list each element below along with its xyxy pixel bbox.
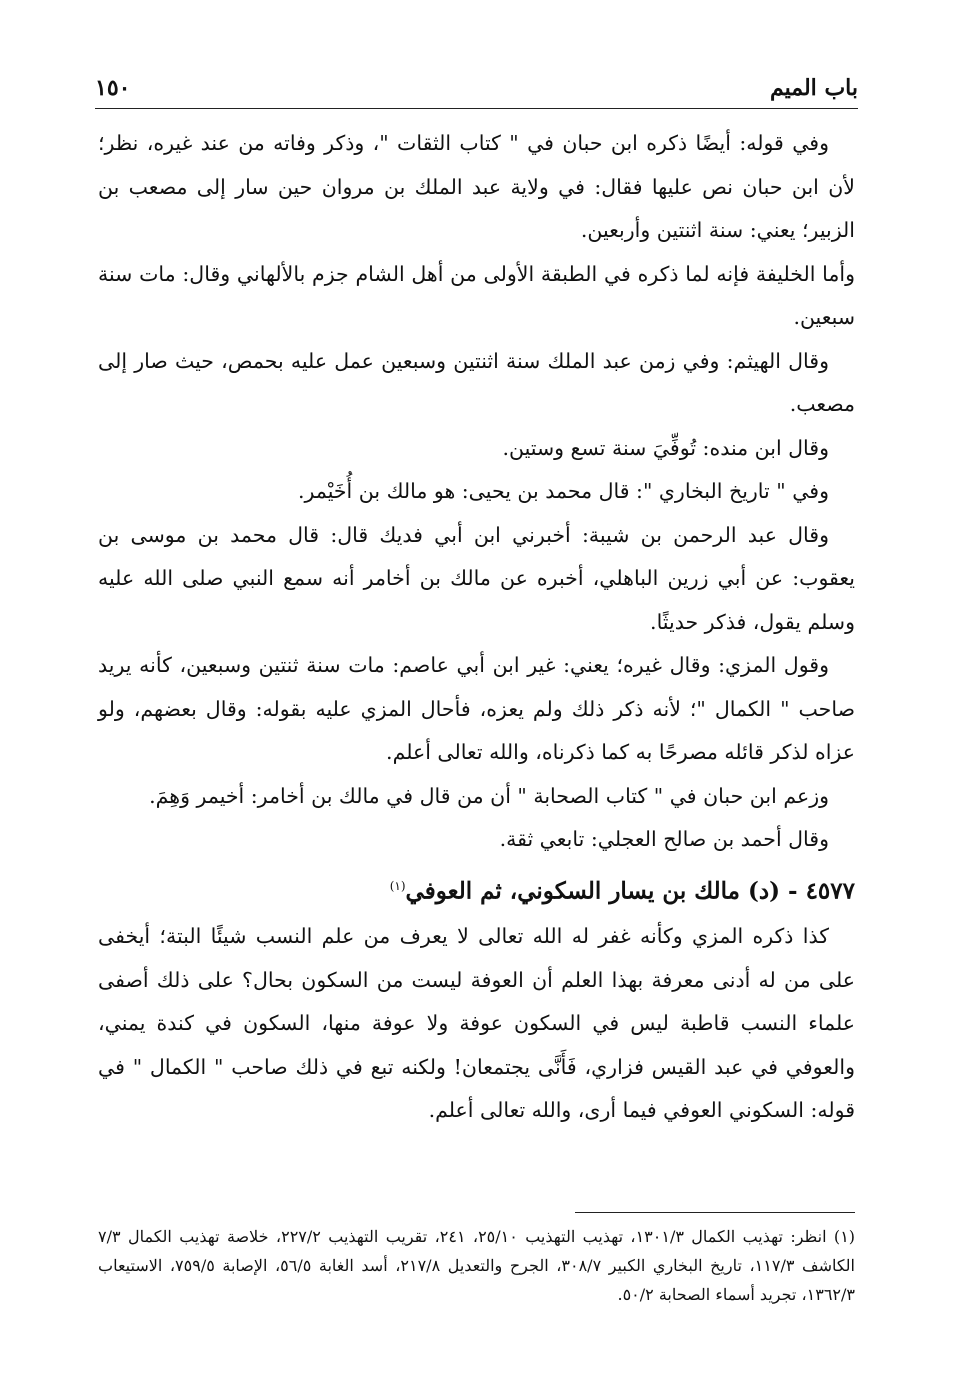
footnote-divider [575,1212,855,1213]
page-number: ١٥٠ [95,75,131,101]
footnote: (١) انظر: تهذيب الكمال ١٣٠١/٣، تهذيب التهذيب ٢٥/١٠، ٢٤١، تقريب التهذيب ٢٢٧/٢، خلاصة تهذيب الكمال ٧/٣ الكاشف ١١٧/٣، تاريخ البخاري الكبير ٣٠٨/٧، الجرح والتعديل ٢١٧/٨، أسد الغابة ٥٦/٥، الإصابة ٧٥٩/٥، الاستيعاب ١٣٦٢/٣، تجريد أسماء الصحابة ٥٠/٢. [98,1227,856,1304]
paragraph: وقال عبد الرحمن بن شيبة: أخبرني ابن أبي فديك قال: قال محمد بن موسى بن يعقوب: عن أبي زرين الباهلي، أخبره عن مالك بن أخامر أنه سمع النبي صلى الله عليه وسلم يقول، فذكر حديثًا. [98,522,855,634]
paragraph: وقال الهيثم: وفي زمن عبد الملك سنة اثنتين وسبعين عمل عليه بحمص، حيث صار إلى مصعب. [98,348,855,416]
paragraph: وزعم ابن حبان في " كتاب الصحابة " أن من قال في مالك بن أخامر: أخيمر وَهِمَ. [149,783,829,808]
entry-paragraph: كذا ذكره المزي وكأنه غفر له الله تعالى لا يعرف من علم النسب شيئًا البتة؛ أيخفى على من له أدنى معرفة بهذا العلم أن العوفة ليست من السكون بحال؟ على ذلك أصفى علماء النسب قاطبة ليس في السكون عوفة ولا عوفة منها، السكون في كندة يمني، والعوفي في عبد القيس فزاري، فَأَنَّى يجتمعان! ولكنه تبع في ذلك صاحب " الكمال " في قوله: السكوني العوفي فيما أرى، والله تعالى أعلم. [98,924,855,1123]
entry-heading-text: ٤٥٧٧ - (د) مالك بن يسار السكوني، ثم العوفي [405,877,855,905]
paragraph: وقال أحمد بن صالح العجلي: تابعي ثقة. [499,827,829,851]
entry-heading [98,862,855,916]
paragraph: وقول المزي: وقال غيره؛ يعني: غير ابن أبي عاصم: مات سنة ثنتين وسبعين، كأنه يريد صاحب " الكمال "؛ لأنه ذكر ذلك ولم يعزه، فأحال المزي عليه بقوله: وقال بعضهم، ولو عزاه لذكر قائله مصرحًا به كما ذكرناه، والله تعالى أعلم. [98,653,855,764]
paragraph: وقال ابن منده: تُوفِّيَ سنة تسع وستين. [502,435,829,460]
running-title: باب الميم [769,75,858,101]
paragraph: وفي قوله: أيضًا ذكره ابن حبان في " كتاب الثقات "، وذكر وفاته من عند غيره، نظر؛ لأن ابن حبان نص عليها فقال: في ولاية عبد الملك بن مروان حين سار إلى مصعب بن الزبير؛ يعني: سنة اثنتين وأربعين. [98,131,855,242]
footnotes [98,1222,855,1309]
page-header [95,68,858,109]
paragraph: وفي " تاريخ البخاري ": قال محمد بن يحيى: هو مالك بن أُخَيْمر. [298,479,829,503]
paragraph: وأما الخليفة فإنه لما ذكره في الطبقة الأولى من أهل الشام جزم بالألهاني وقال: مات سنة سبعين. [98,261,855,329]
main-text [98,122,855,1133]
footnote-reference[interactable]: (١) [389,878,406,893]
